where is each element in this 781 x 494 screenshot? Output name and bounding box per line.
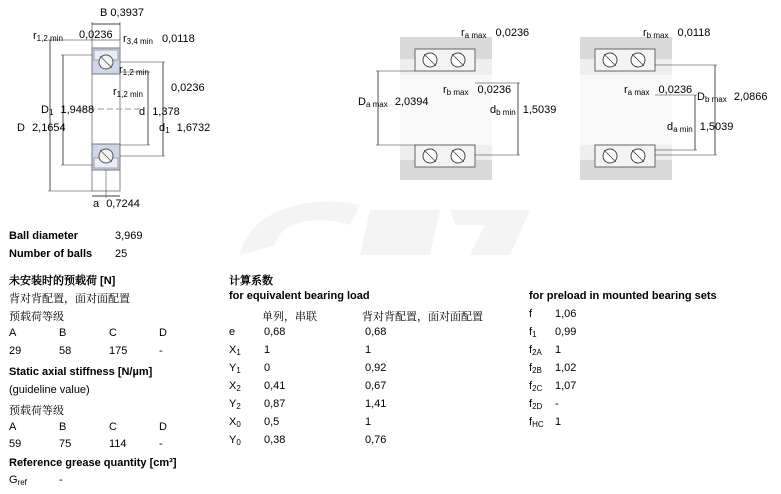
dim-r34-min: $r_{3,4 min}$ 0,0118 xyxy=(123,33,195,46)
calc-row-v1: 0,41 xyxy=(264,380,286,392)
mounted-row-sym: $f_{2D}$ xyxy=(529,398,543,411)
mounted-row-sym: $f_{2C}$ xyxy=(529,380,543,393)
calc-row-v2: 0,76 xyxy=(365,434,387,446)
calc-row-v2: 0,92 xyxy=(365,362,387,374)
watermark-logo xyxy=(210,185,570,275)
calc-subtitle: for equivalent bearing load xyxy=(229,290,370,302)
ball-count-label: Number of balls xyxy=(9,248,93,260)
db-min-label: $d_{b min}$ 1,5039 xyxy=(490,104,557,117)
dim-d1: $d_1$ 1,6732 xyxy=(159,122,211,135)
stiffness-value-b: 75 xyxy=(59,438,72,450)
ball-diameter-value: 3,969 xyxy=(115,230,143,242)
mounted-row-value: 1,07 xyxy=(555,380,577,392)
preload-header-d: D xyxy=(159,327,167,339)
grease-value: - xyxy=(59,474,63,486)
calc-row-sym: $Y_1$ xyxy=(229,362,241,375)
dim-r12-value: 0,0236 xyxy=(79,29,113,41)
mounted-row-value: 1 xyxy=(555,344,562,356)
calc-row-sym: $X_1$ xyxy=(229,344,241,357)
stiffness-header-b: B xyxy=(59,421,67,433)
preload-value-a: 29 xyxy=(9,345,22,357)
preload-value-d: - xyxy=(159,345,163,357)
preload-value-c: 175 xyxy=(109,345,128,357)
stiffness-value-c: 114 xyxy=(109,438,127,450)
stiffness-note: (guideline value) xyxy=(9,384,90,396)
preload-title: 未安装时的预载荷 [N] xyxy=(9,275,116,287)
calc-row-sym: $Y_0$ xyxy=(229,434,241,447)
grease-symbol: $G_{ref}$ xyxy=(9,474,27,487)
stiffness-header-d: D xyxy=(159,421,167,433)
calc-title: 计算系数 xyxy=(229,275,273,287)
mounting-diagram-b xyxy=(560,25,740,190)
dim-r12-min-2: $r_{1,2 min}$ xyxy=(119,64,149,77)
ra-max-label-2: $r_{a max}$ 0,0236 xyxy=(624,84,693,97)
mounted-row-value: 1,06 xyxy=(555,308,577,320)
calc-row-v2: 1,41 xyxy=(365,398,387,410)
calc-row-v2: 0,68 xyxy=(365,326,387,338)
calc-row-sym: $Y_2$ xyxy=(229,398,241,411)
calc-row-v1: 0,38 xyxy=(264,434,286,446)
ball-count-value: 25 xyxy=(115,248,128,260)
dim-D1: $D_1$ 1,9488 xyxy=(41,104,95,117)
dim-B: B 0,3937 xyxy=(100,7,145,19)
calc-row-sym: e xyxy=(229,326,236,338)
rb-max-label: $r_{b max}$ 0,0236 xyxy=(443,84,512,97)
stiffness-value-d: - xyxy=(159,438,163,450)
preload-class-label: 预载荷等级 xyxy=(9,311,64,323)
mounted-row-value: 1,02 xyxy=(555,362,577,374)
grease-title: Reference grease quantity [cm³] xyxy=(9,457,177,469)
dim-D: D 2,1654 xyxy=(17,122,66,134)
preload-header-c: C xyxy=(109,327,117,339)
mounted-row-value: - xyxy=(555,398,559,410)
mounted-row-sym: f xyxy=(529,308,533,320)
ra-max-label: $r_{a max}$ 0,0236 xyxy=(461,27,530,40)
mounted-row-sym: $f_{HC}$ xyxy=(529,416,544,429)
calc-row-v1: 1 xyxy=(264,344,271,356)
ball-diameter-label: Ball diameter xyxy=(9,230,79,242)
da-min-label: $d_{a min}$ 1,5039 xyxy=(667,121,734,134)
Da-max-label: $D_{a max}$ 2,0394 xyxy=(358,96,429,109)
preload-header-b: B xyxy=(59,327,67,339)
stiffness-header-c: C xyxy=(109,421,117,433)
preload-header-a: A xyxy=(9,327,17,339)
calc-row-v2: 1 xyxy=(365,416,372,428)
dim-r12-min: $r_{1,2 min}$ xyxy=(33,30,63,43)
calc-col1-header: 单列，串联 xyxy=(262,311,317,323)
calc-row-v1: 0 xyxy=(264,362,271,374)
dim-r12-value-2: 0,0236 xyxy=(171,82,205,94)
calc-row-v1: 0,5 xyxy=(264,416,280,428)
dim-r12-min-3: $r_{1,2 min}$ xyxy=(113,86,143,99)
mounted-title: for preload in mounted bearing sets xyxy=(529,290,717,302)
mounted-row-value: 0,99 xyxy=(555,326,577,338)
rb-max-label-2: $r_{b max}$ 0,0118 xyxy=(643,27,711,40)
stiffness-title: Static axial stiffness [N/µm] xyxy=(9,366,153,378)
stiffness-value-a: 59 xyxy=(9,438,22,450)
dim-d: d 1,378 xyxy=(139,106,180,118)
calc-row-v1: 0,68 xyxy=(264,326,286,338)
preload-value-b: 58 xyxy=(59,345,72,357)
Db-max-label: $D_{b max}$ 2,0866 xyxy=(697,91,768,104)
mounted-row-sym: $f_1$ xyxy=(529,326,537,339)
mounted-row-sym: $f_{2A}$ xyxy=(529,344,542,357)
mounted-row-value: 1 xyxy=(555,416,562,428)
mounted-row-sym: $f_{2B}$ xyxy=(529,362,542,375)
preload-subtitle: 背对背配置，面对面配置 xyxy=(9,293,130,305)
calc-row-v2: 1 xyxy=(365,344,372,356)
dim-a: a 0,7244 xyxy=(93,198,140,210)
stiffness-header-a: A xyxy=(9,421,17,433)
calc-row-v2: 0,67 xyxy=(365,380,387,392)
stiffness-class-label: 预载荷等级 xyxy=(9,405,64,417)
calc-row-sym: $X_0$ xyxy=(229,416,241,429)
calc-col2-header: 背对背配置，面对面配置 xyxy=(362,311,483,323)
calc-row-sym: $X_2$ xyxy=(229,380,241,393)
calc-row-v1: 0,87 xyxy=(264,398,286,410)
